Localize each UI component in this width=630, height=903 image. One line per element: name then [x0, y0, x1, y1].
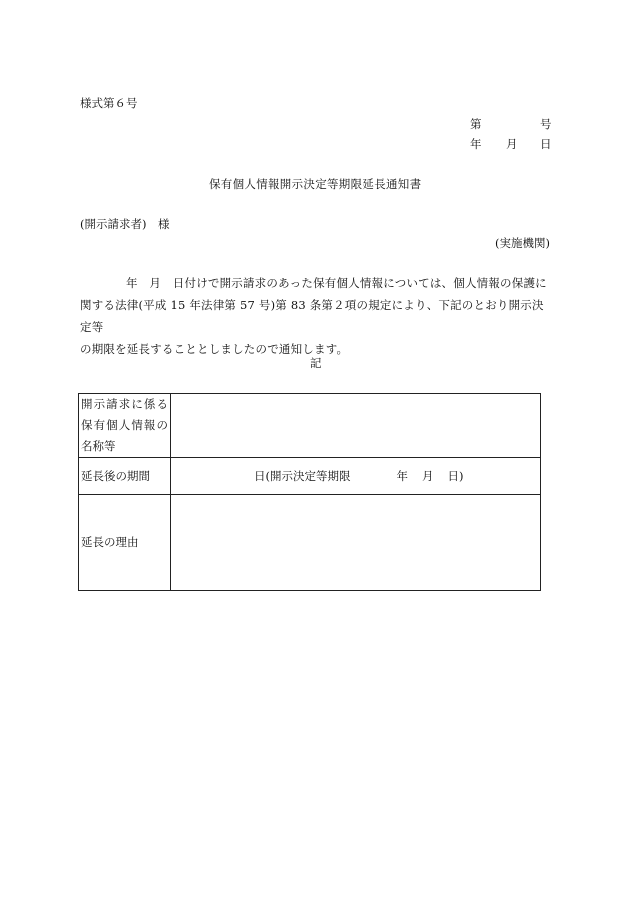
- date-year: 年: [470, 137, 482, 151]
- date-day: 日: [540, 137, 552, 151]
- item-name-label-line: 保有個人情報の: [81, 418, 168, 432]
- body-line-1: 年 月 日付けで開示請求のあった保有個人情報については、個人情報の保護に: [126, 276, 547, 290]
- item-name-label-cell: [79, 394, 171, 458]
- extension-reason-value-cell: [171, 495, 541, 591]
- extension-reason-label-cell: [79, 495, 171, 591]
- table-row: [79, 458, 541, 495]
- deadline-year: 年: [396, 469, 408, 483]
- addressee-honorific: 様: [158, 217, 170, 231]
- extended-period-label: 延長後の期間: [81, 468, 150, 483]
- issuer-label: (実施機関): [495, 236, 550, 250]
- extension-reason-label: 延長の理由: [81, 535, 139, 549]
- deadline-day: 日): [447, 469, 464, 483]
- item-name-value-cell: [171, 394, 541, 458]
- item-name-label-line: 名称等: [81, 439, 116, 453]
- extended-days: 日(開示決定等期限: [254, 469, 351, 483]
- extended-period-value-cell: [171, 458, 541, 495]
- body-paragraph: [80, 272, 552, 360]
- item-name-label-line: 開示請求に係る: [81, 397, 168, 411]
- table-row: [79, 394, 541, 458]
- addressee-label: (開示請求者): [80, 217, 147, 231]
- form-number: 様式第６号: [80, 96, 138, 110]
- body-line-2: 関する法律(平成 15 年法律第 57 号)第 83 条第２項の規定により、下記のとおり開示決定等: [80, 298, 544, 334]
- table-row: [79, 495, 541, 591]
- doc-number-prefix: 第: [470, 117, 482, 131]
- document-title: 保有個人情報開示決定等期限延長通知書: [209, 177, 422, 191]
- ki-heading: 記: [310, 356, 322, 370]
- date-month: 月: [506, 137, 518, 151]
- extended-period-label-cell: [79, 458, 171, 495]
- deadline-month: 月: [422, 469, 434, 483]
- doc-number-suffix: 号: [540, 117, 552, 131]
- extension-table: [78, 393, 541, 591]
- body-line-3: の期限を延長することとしましたので通知します。: [80, 342, 349, 356]
